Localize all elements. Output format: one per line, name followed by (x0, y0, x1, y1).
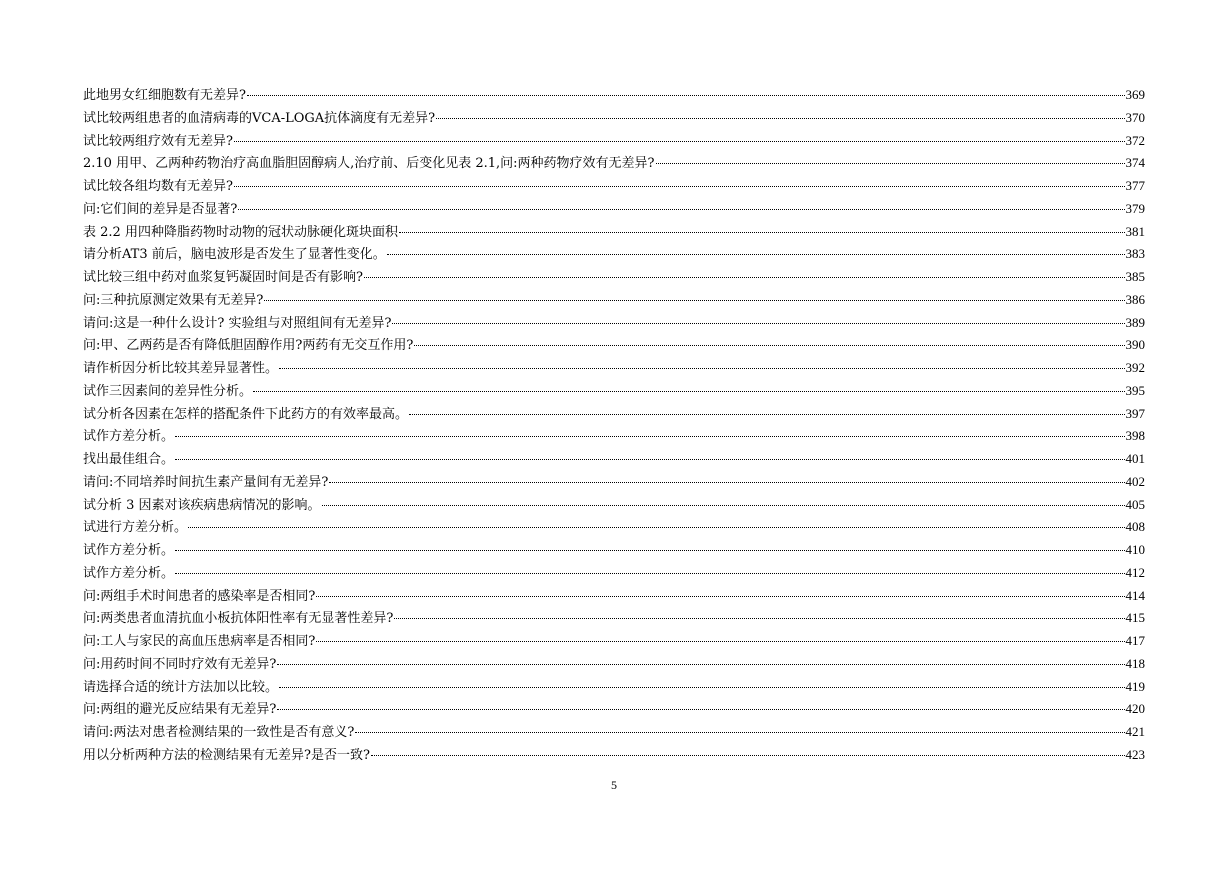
toc-entry[interactable] (83, 698, 1145, 721)
toc-entry-title: 试作方差分析。 (83, 429, 175, 445)
toc-entry[interactable] (83, 84, 1145, 107)
dot-leader (322, 505, 1125, 506)
dot-leader (253, 391, 1124, 392)
dot-leader (264, 300, 1124, 301)
toc-entry-page: 423 (1125, 746, 1145, 762)
toc-entry[interactable] (83, 198, 1145, 221)
toc-entry[interactable] (83, 516, 1145, 539)
toc-entry[interactable] (83, 380, 1145, 403)
dot-leader (355, 732, 1124, 733)
toc-entry[interactable] (83, 175, 1145, 198)
toc-entry[interactable] (83, 312, 1145, 335)
dot-leader (188, 527, 1124, 528)
toc-entry-page: 395 (1125, 382, 1145, 398)
dot-leader (247, 95, 1125, 96)
toc-entry[interactable] (83, 448, 1145, 471)
dot-leader (279, 368, 1124, 369)
toc-entry-page: 374 (1125, 155, 1145, 171)
toc-entry-page: 408 (1125, 519, 1145, 535)
toc-entry-page: 421 (1125, 724, 1145, 739)
dot-leader (436, 118, 1124, 119)
toc-entry-title: 用以分析两种方法的检测结果有无差异?是否一致? (83, 747, 370, 763)
dot-leader (238, 209, 1124, 210)
toc-entry-title: 试分析 3 因素对该疾病患病情况的影响。 (83, 497, 321, 513)
dot-leader (277, 709, 1124, 710)
dot-leader (414, 345, 1124, 346)
dot-leader (175, 550, 1124, 551)
toc-entry[interactable] (83, 357, 1145, 380)
toc-entry[interactable] (83, 562, 1145, 585)
toc-entry-page: 402 (1125, 473, 1145, 489)
toc-entry[interactable] (83, 744, 1145, 767)
toc-entry-page: 385 (1125, 269, 1145, 284)
dot-leader (387, 254, 1125, 255)
toc-entry-title: 此地男女红细胞数有无差异? (83, 88, 246, 103)
toc-entry-page: 410 (1125, 542, 1145, 557)
toc-entry-title: 问:它们间的差异是否显著? (83, 201, 238, 217)
toc-entry-title: 请问:这是一种什么设计? 实验组与对照组间有无差异? (83, 315, 392, 331)
toc-entry-title: 试作方差分析。 (83, 543, 175, 558)
toc-entry[interactable] (83, 266, 1145, 289)
toc-entry-title: 问:三种抗原测定效果有无差异? (83, 292, 264, 308)
toc-entry-page: 377 (1125, 178, 1145, 193)
dot-leader (656, 163, 1125, 164)
dot-leader (316, 641, 1124, 642)
toc-entry-page: 392 (1125, 360, 1145, 375)
toc-entry[interactable] (83, 676, 1145, 699)
toc-entry-title: 试进行方差分析。 (83, 520, 188, 536)
toc-entry[interactable] (83, 653, 1145, 676)
dot-leader (399, 232, 1125, 233)
dot-leader (175, 436, 1124, 437)
toc-entry-title: 问:两组的避光反应结果有无差异? (83, 702, 277, 718)
toc-entry-title: 请选择合适的统计方法加以比较。 (83, 679, 279, 695)
toc-entry-page: 369 (1125, 87, 1145, 102)
toc-entry[interactable] (83, 425, 1145, 448)
page-number: 5 (611, 778, 617, 792)
toc-entry-title: 问:甲、乙两药是否有降低胆固醇作用?两药有无交互作用? (83, 338, 414, 354)
dot-leader (394, 618, 1124, 619)
toc-entry-title: 表 2.2 用四种降脂药物时动物的冠状动脉硬化斑块面积 (83, 224, 398, 240)
toc-entry-title: 试比较各组均数有无差异? (83, 179, 233, 194)
toc-entry[interactable] (83, 152, 1145, 175)
toc-entry[interactable] (83, 221, 1145, 244)
toc-entry[interactable] (83, 334, 1145, 357)
dot-leader (234, 186, 1125, 187)
toc-entry-page: 418 (1125, 655, 1145, 671)
toc-entry-page: 390 (1125, 337, 1145, 353)
dot-leader (392, 323, 1124, 324)
toc-entry-page: 419 (1125, 678, 1145, 694)
toc-entry-title: 请作析因分析比较其差异显著性。 (83, 361, 279, 376)
toc-entry-title: 问:两组手术时间患者的感染率是否相同? (83, 588, 316, 604)
toc-entry[interactable] (83, 403, 1145, 426)
toc-entry-page: 386 (1125, 291, 1145, 307)
toc-entry-page: 405 (1125, 496, 1145, 512)
toc-entry[interactable] (83, 243, 1145, 266)
toc-entry-page: 417 (1125, 633, 1145, 648)
toc-entry-page: 397 (1125, 405, 1145, 421)
toc-entry-page: 381 (1125, 223, 1145, 239)
dot-leader (175, 573, 1124, 574)
toc-entry[interactable] (83, 471, 1145, 494)
toc-entry-page: 415 (1125, 610, 1145, 626)
toc-entry-title: 请问:不同培养时间抗生素产量间有无差异? (83, 474, 329, 490)
toc-entry-title: 试作三因素间的差异性分析。 (83, 383, 253, 399)
toc-entry[interactable] (83, 130, 1145, 153)
toc-entry-title: 找出最佳组合。 (83, 452, 175, 467)
toc-entry-title: 问:两类患者血清抗血小板抗体阳性率有无显著性差异? (83, 611, 394, 627)
toc-entry[interactable] (83, 494, 1145, 517)
dot-leader (371, 755, 1125, 756)
dot-leader (175, 459, 1124, 460)
toc-entry-title: 问:用药时间不同时疗效有无差异? (83, 656, 277, 672)
toc-entry-page: 398 (1125, 428, 1145, 444)
toc-entry-page: 379 (1125, 200, 1145, 216)
toc-entry-title: 请问:两法对患者检测结果的一致性是否有意义? (83, 725, 355, 740)
toc-entry[interactable] (83, 721, 1145, 744)
toc-entry-title: 试比较三组中药对血浆复钙凝固时间是否有影响? (83, 270, 363, 285)
dot-leader (329, 482, 1124, 483)
toc-entry[interactable] (83, 539, 1145, 562)
dot-leader (234, 141, 1125, 142)
toc-entry-title: 试分析各因素在怎样的搭配条件下此药方的有效率最高。 (83, 406, 409, 422)
toc-entry-title: 试比较两组患者的血清病毒的VCA-LOGA抗体滴度有无差异? (83, 110, 436, 126)
toc-entry[interactable] (83, 607, 1145, 630)
toc-entry-page: 372 (1125, 132, 1145, 148)
toc-entry[interactable] (83, 585, 1145, 608)
toc-entry[interactable] (83, 630, 1145, 653)
toc-entry-page: 420 (1125, 701, 1145, 717)
toc-entry-page: 389 (1125, 314, 1145, 330)
toc-entry-page: 370 (1125, 109, 1145, 125)
toc-entry-page: 383 (1125, 246, 1145, 262)
table-of-contents (83, 84, 1145, 767)
toc-entry-page: 401 (1125, 451, 1145, 466)
toc-entry[interactable] (83, 289, 1145, 312)
toc-entry[interactable] (83, 107, 1145, 130)
dot-leader (409, 414, 1124, 415)
dot-leader (279, 687, 1124, 688)
toc-entry-page: 414 (1125, 587, 1145, 603)
toc-entry-page: 412 (1125, 564, 1145, 580)
toc-entry-title: 2.10 用甲、乙两种药物治疗高血脂胆固醇病人,治疗前、后变化见表 2.1,问:两种药物疗效有无差异? (83, 156, 655, 172)
toc-entry-title: 试比较两组疗效有无差异? (83, 133, 233, 149)
toc-entry-title: 试作方差分析。 (83, 565, 175, 581)
dot-leader (364, 277, 1125, 278)
toc-entry-title: 问:工人与家民的高血压患病率是否相同? (83, 634, 316, 649)
dot-leader (277, 664, 1124, 665)
dot-leader (316, 596, 1124, 597)
toc-entry-title: 请分析AT3 前后，脑电波形是否发生了显著性变化。 (83, 247, 386, 263)
